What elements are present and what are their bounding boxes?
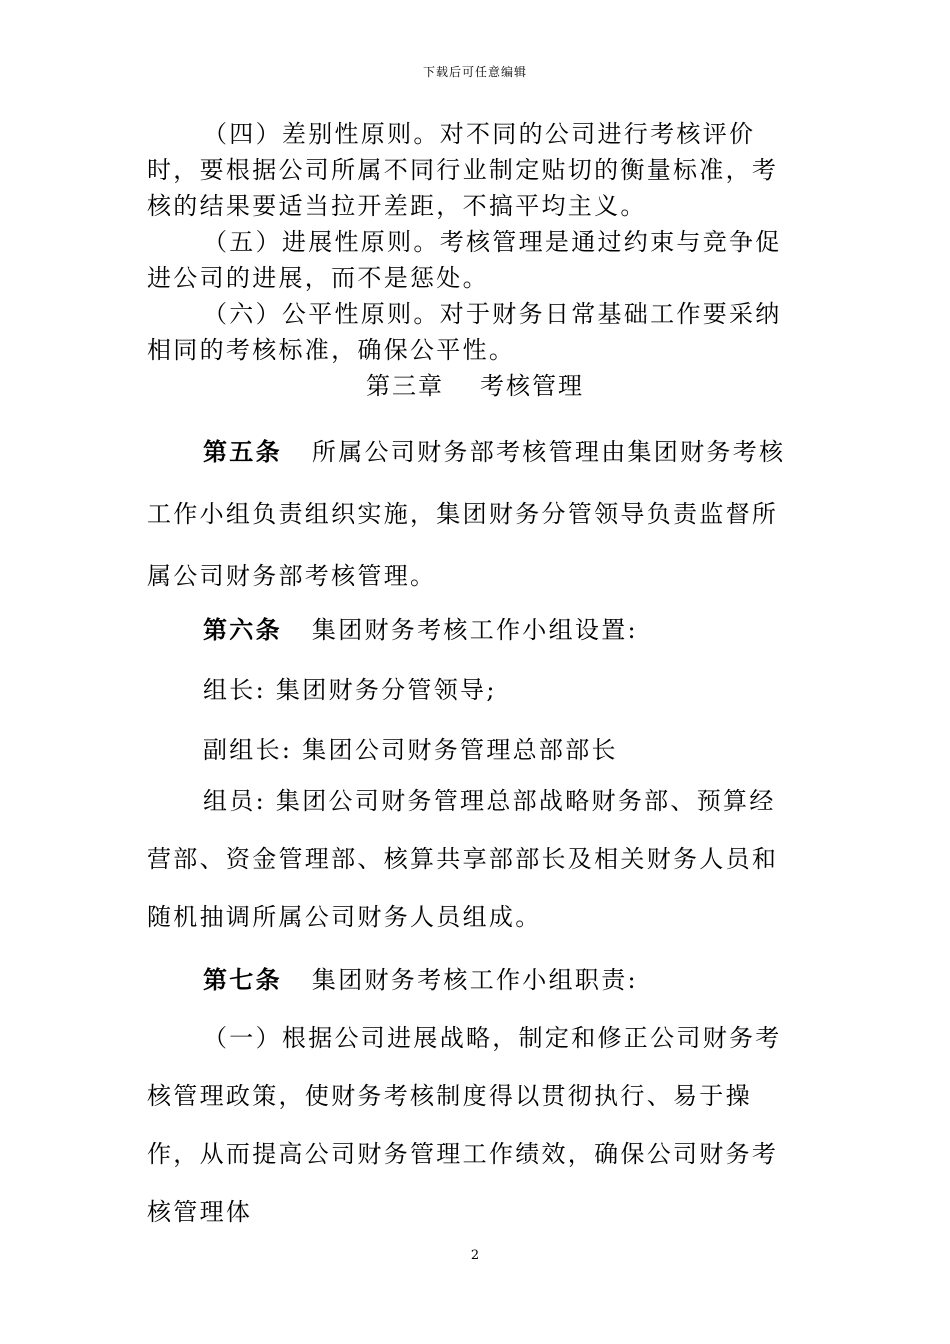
principle-6: （六）公平性原则。对于财务日常基础工作要采纳相同的考核标准，确保公平性。 xyxy=(147,300,782,364)
group-leader: 组长: 集团财务分管领导; xyxy=(203,676,497,704)
article-6-text: 集团财务考核工作小组设置: xyxy=(311,616,638,644)
article-5 xyxy=(147,421,787,607)
duty-1: （一）根据公司进展战略，制定和修正公司财务考核管理政策，使财务考核制度得以贯彻执行、易于操作，从而提高公司财务管理工作绩效，确保公司财务考核管理体 xyxy=(147,1024,782,1226)
group-members-text: 组员: 集团公司财务管理总部战略财务部、预算经营部、资金管理部、核算共享部部长及相关财务人员和随机抽调所属公司财务人员组成。 xyxy=(147,787,779,931)
principles-block xyxy=(147,116,787,368)
page-header: 下载后可任意编辑 xyxy=(422,65,527,79)
article-7-label: 第七条 xyxy=(203,965,282,994)
group-deputy: 副组长: 集团公司财务管理总部部长 xyxy=(203,736,618,764)
article-5-text: 所属公司财务部考核管理由集团财务考核工作小组负责组织实施，集团财务分管领导负责监督所属公司财务部考核管理。 xyxy=(147,438,786,590)
principle-4: （四）差别性原则。对不同的公司进行考核评价时，要根据公司所属不同行业制定贴切的衡量标准，考核的结果要适当拉开差距，不搞平均主义。 xyxy=(147,120,779,220)
principle-5: （五）进展性原则。考核管理是通过约束与竞争促进公司的进展，而不是惩处。 xyxy=(147,228,782,292)
article-7 xyxy=(147,951,787,1241)
chapter-title: 考核管理 xyxy=(480,372,584,400)
article-6-label: 第六条 xyxy=(203,615,282,644)
chapter-number: 第三章 xyxy=(366,372,444,400)
group-members xyxy=(147,772,787,946)
article-7-text: 集团财务考核工作小组职责: xyxy=(311,966,638,994)
article-5-label: 第五条 xyxy=(203,437,282,466)
article-6 xyxy=(147,600,787,780)
page-number: 2 xyxy=(470,1248,480,1263)
chapter-heading xyxy=(0,368,950,404)
